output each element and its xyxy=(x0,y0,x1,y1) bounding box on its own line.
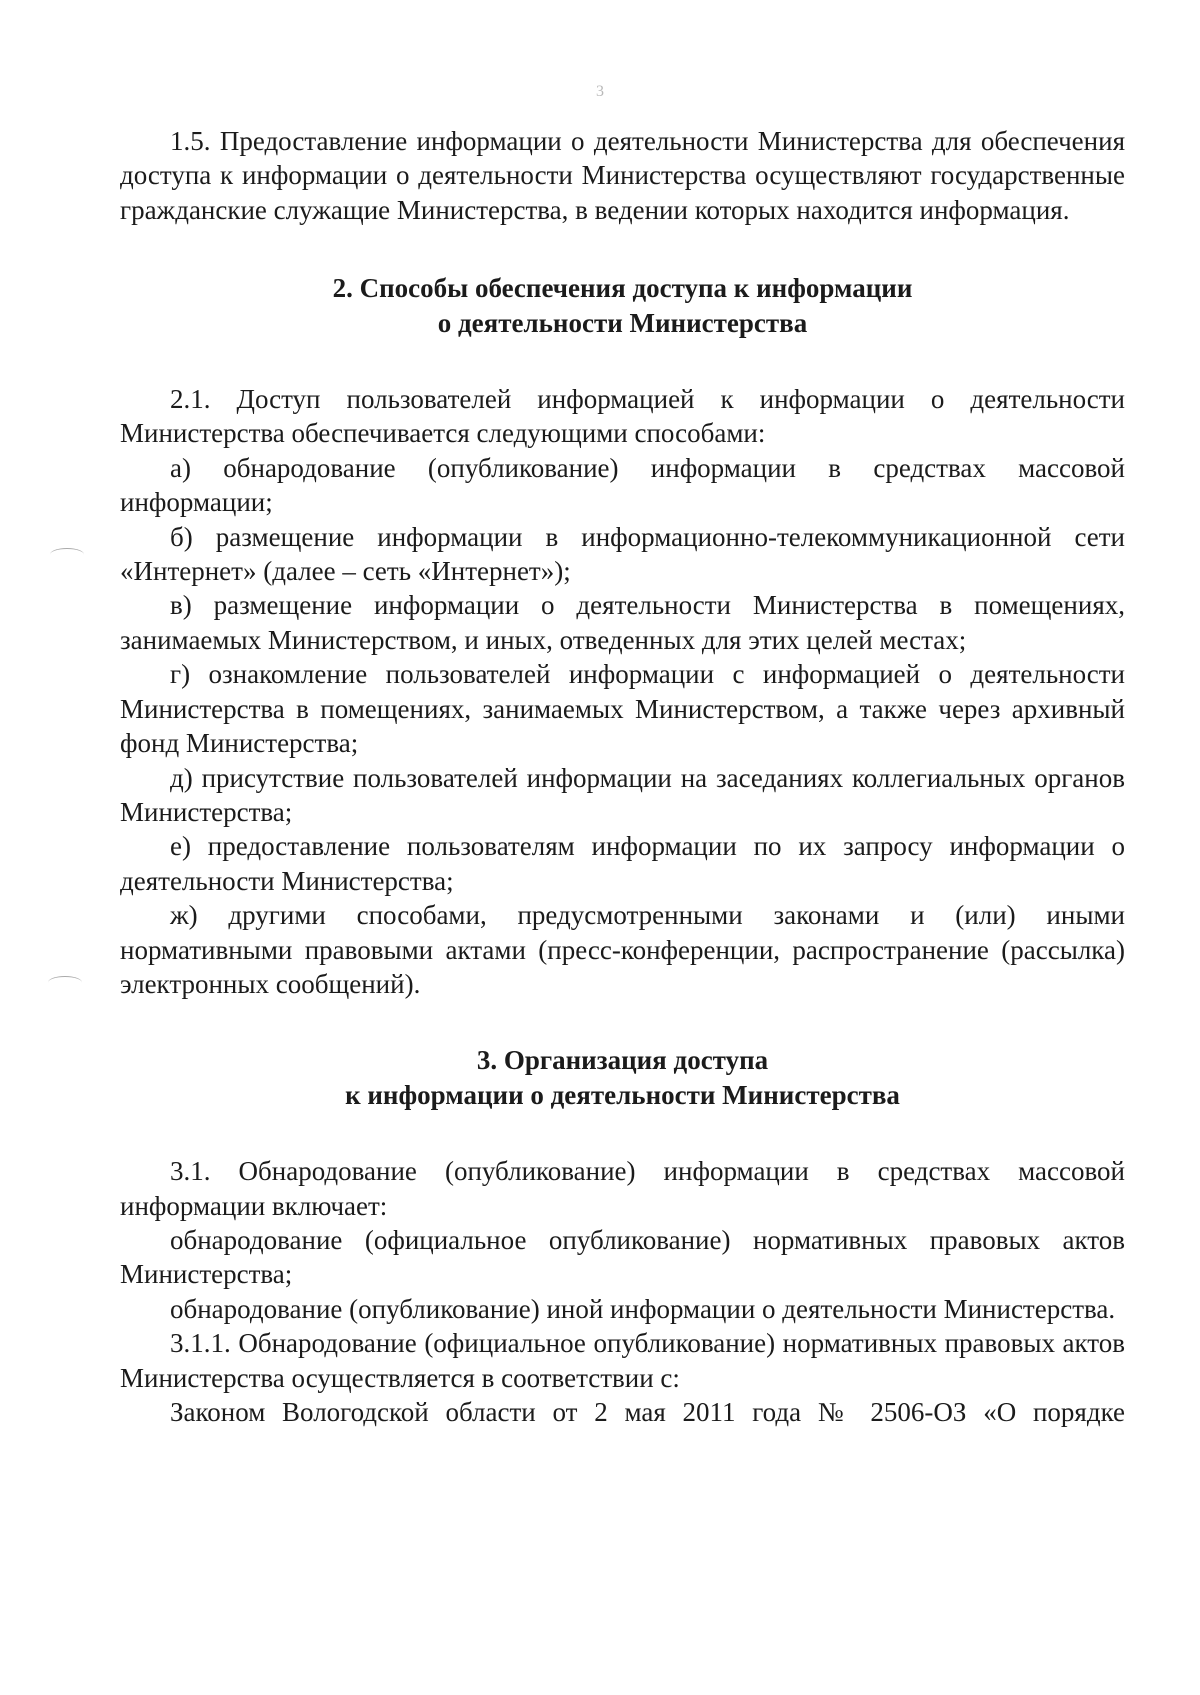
list-item: д) присутствие пользователей информации на заседаниях коллегиальных органов Министерства; xyxy=(120,762,1125,827)
list-item: е) предоставление пользователям информации по их запросу информации о деятельности Министерства; xyxy=(120,831,1125,896)
section-3-heading xyxy=(120,1043,1125,1112)
section-3-heading-line-2: к информации о деятельности Министерства xyxy=(345,1079,900,1110)
paragraph-3-1-1: 3.1.1. Обнародование (официальное опубликование) нормативных правовых актов Министерства осуществляется в соответствии с: xyxy=(120,1328,1125,1393)
list-item: г) ознакомление пользователей информации с информацией о деятельности Министерства в помещениях, занимаемых Министерством, а также через архивный фонд Министерства; xyxy=(120,659,1125,759)
list-item: в) размещение информации о деятельности Министерства в помещениях, занимаемых Министерством, и иных, отведенных для этих целей местах; xyxy=(120,590,1125,655)
list-item: б) размещение информации в информационно-телекоммуникационной сети «Интернет» (далее – сеть «Интернет»); xyxy=(120,521,1125,587)
scan-mark xyxy=(48,976,82,989)
paragraph-1-5: 1.5. Предоставление информации о деятельности Министерства для обеспечения доступа к информации о деятельности Министерства осуществляют государственные гражданские служащие Министерства, в ведении которых находится информация. xyxy=(120,126,1125,225)
scan-mark xyxy=(50,548,84,561)
paragraph-2-1: 2.1. Доступ пользователей информацией к информации о деятельности Министерства обеспечивается следующими способами: xyxy=(120,384,1125,449)
list-item: а) обнародование (опубликование) информации в средствах массовой информации; xyxy=(120,452,1125,518)
section-2-heading xyxy=(120,271,1125,340)
document-body xyxy=(120,124,1125,1429)
section-3-heading-line-1: 3. Организация доступа xyxy=(476,1045,769,1076)
section-2-heading-line-1: 2. Способы обеспечения доступа к информации xyxy=(332,273,913,304)
paragraph: Законом Вологодской области от 2 мая 2011 года № 2506-ОЗ «О порядке xyxy=(170,1397,1125,1427)
list-item: ж) другими способами, предусмотренными законами и (или) иными нормативными правовыми актами (пресс-конференции, распространение (рассылка) электронных сообщений). xyxy=(120,900,1125,999)
paragraph-3-1: 3.1. Обнародование (опубликование) информации в средствах массовой информации включает: xyxy=(120,1156,1125,1221)
paragraph: обнародование (опубликование) иной информации о деятельности Министерства. xyxy=(170,1293,1116,1324)
paragraph: обнародование (официальное опубликование) нормативных правовых актов Министерства; xyxy=(120,1224,1125,1290)
page-number: 3 xyxy=(596,83,604,100)
section-2-heading-line-2: о деятельности Министерства xyxy=(437,307,808,338)
